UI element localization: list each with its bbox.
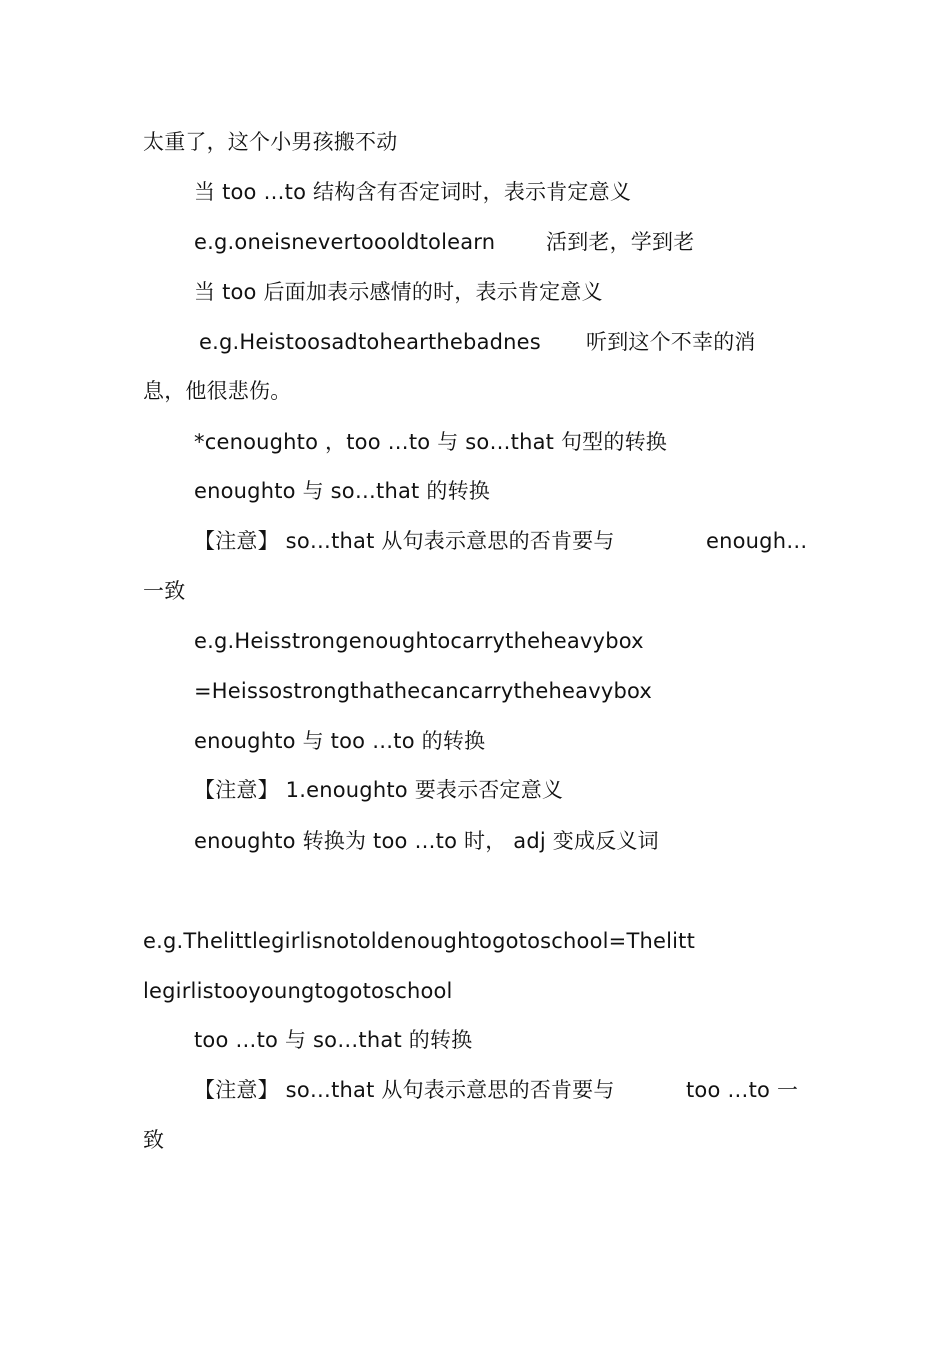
text-segment-chinese: 听到这个不幸的消: [586, 330, 756, 354]
text-line: =Heissostrongthathecancarrytheheavybox: [194, 679, 653, 703]
text-line: 一致: [143, 579, 186, 603]
text-segment-english: enough…: [706, 529, 808, 553]
text-line: [194, 528, 814, 554]
text-line: 太重了，这个小男孩搬不动: [143, 130, 398, 154]
text-segment-english: e.g.Heistoosadtohearthebadnes: [199, 330, 541, 354]
text-segment-chinese: 【注意】 so…that 从句表示意思的否肯要与: [194, 529, 615, 553]
text-segment-english: too …to 一: [686, 1078, 799, 1102]
text-line: enoughto 与 too …to 的转换: [194, 729, 486, 753]
text-line: *cenoughto ，too …to 与 so…that 句型的转换: [194, 430, 667, 454]
text-line: [194, 1077, 814, 1103]
text-line: 息，他很悲伤。: [143, 379, 292, 403]
text-line: [199, 329, 819, 355]
text-segment-english: e.g.oneisnevertoooldtolearn: [194, 230, 496, 254]
text-line: [194, 229, 814, 255]
text-line: 致: [143, 1128, 165, 1152]
text-line: e.g.Heisstrongenoughtocarrytheheavybox: [194, 629, 644, 653]
text-line: 当 too 后面加表示感情的时，表示肯定意义: [194, 280, 603, 304]
text-line: too …to 与 so…that 的转换: [194, 1028, 473, 1052]
text-segment-chinese: 活到老，学到老: [546, 230, 695, 254]
text-line: e.g.Thelittlegirlisnotoldenoughtogotoschool=Thelitt: [143, 929, 696, 953]
text-segment-chinese: 【注意】 so…that 从句表示意思的否肯要与: [194, 1078, 615, 1102]
text-line: 当 too …to 结构含有否定词时，表示肯定意义: [194, 180, 632, 204]
text-line: 【注意】 1.enoughto 要表示否定意义: [194, 778, 564, 802]
text-line: legirlistooyoungtogotoschool: [143, 979, 453, 1003]
text-line: enoughto 转换为 too …to 时， adj 变成反义词: [194, 829, 659, 853]
text-line: enoughto 与 so…that 的转换: [194, 479, 490, 503]
